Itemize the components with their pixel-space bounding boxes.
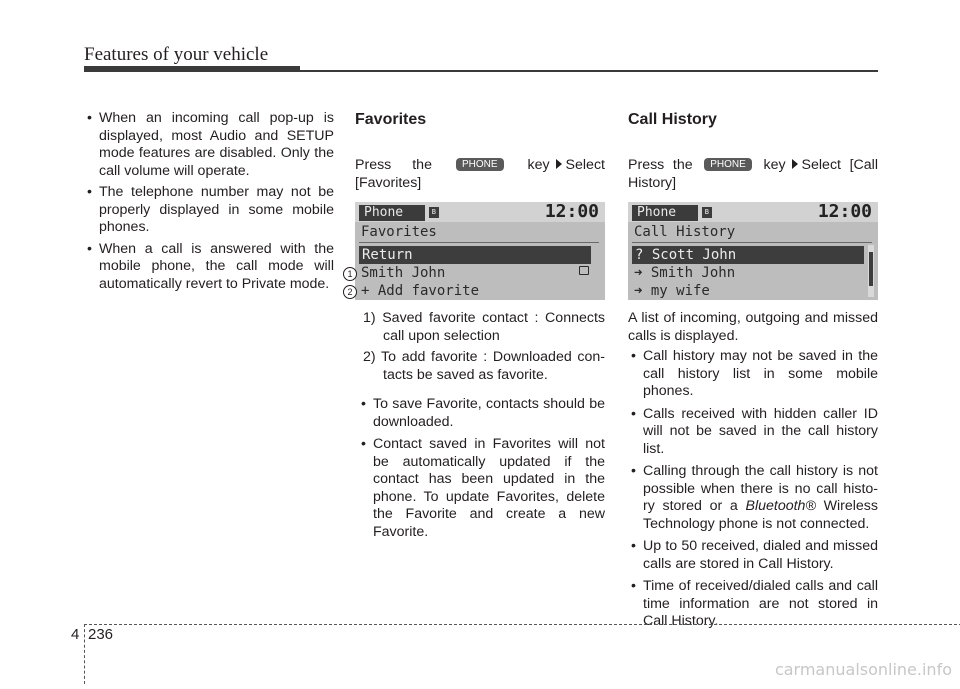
- call-history-intro: A list of incoming, outgoing and missed calls is displayed.: [628, 310, 878, 344]
- list-item: • Up to 50 received, dialed and missed calls are stored in Call History.: [628, 538, 878, 573]
- page-header-title: Features of your vehicle: [84, 44, 269, 65]
- phone-tab: Phone: [359, 205, 425, 221]
- footer-divider: [84, 624, 85, 684]
- list-item: • Contact saved in Favorites will not be automatically updated if the contact has been updated in the phone. To update Favorites, delete the Favorite and create a new Favorite.: [355, 436, 605, 541]
- phone-key-badge: PHONE: [704, 158, 752, 171]
- favorites-instruction: Press the PHONE key Select [Favorites]: [355, 157, 605, 191]
- bluetooth-icon: ʙ: [429, 207, 439, 218]
- list-item: • Calls received with hidden caller ID will not be saved in the call history list.: [628, 406, 878, 459]
- call-history-item[interactable]: ➜ my wife: [634, 283, 710, 299]
- list-item: • To save Favorite, contacts should be downloaded.: [355, 396, 605, 431]
- column-1: [84, 110, 334, 297]
- list-item: • The telephone number may not be properly displayed in some mobile phones.: [84, 184, 334, 237]
- phone-key-badge: PHONE: [456, 158, 504, 171]
- list-item: • Call history may not be saved in the call history list in some mobile phones.: [628, 348, 878, 401]
- chapter-number: 4: [71, 626, 80, 643]
- call-history-item[interactable]: ? Scott John: [632, 246, 864, 264]
- divider: [632, 242, 872, 243]
- callout-1: 1: [343, 267, 357, 281]
- arrow-right-icon: [556, 159, 562, 169]
- message-icon: [579, 266, 589, 275]
- favorite-contact-item[interactable]: Smith John: [361, 265, 446, 281]
- header-bar: [84, 66, 300, 72]
- list-item: • When a call is answered with the mobile phone, the call mode will automatically revert to Private mode.: [84, 241, 334, 294]
- return-item[interactable]: Return: [359, 246, 591, 264]
- list-item: 1) Saved favorite contact : Connects call upon selection: [363, 310, 605, 344]
- call-history-bullets: [628, 348, 878, 631]
- screen-subtitle: Favorites: [361, 224, 437, 240]
- header-rule: [300, 70, 878, 72]
- list-item: • When an incoming call pop-up is displayed, most Audio and SETUP mode features are disabled. Only the call volume will operate.: [84, 110, 334, 180]
- footer-rule: [84, 624, 960, 625]
- scrollbar-thumb[interactable]: [869, 252, 873, 286]
- phone-tab: Phone: [632, 205, 698, 221]
- column-1-bullets: [84, 110, 334, 293]
- favorites-section: [347, 110, 605, 546]
- bluetooth-brand: Bluetooth®: [745, 498, 816, 514]
- arrow-right-icon: [792, 159, 798, 169]
- favorites-numbered-list: [355, 310, 605, 384]
- call-history-heading: Call History: [628, 111, 717, 128]
- add-favorite-item[interactable]: + Add favorite: [361, 283, 480, 299]
- watermark: carmanualsonline.info: [774, 660, 952, 679]
- divider: [359, 242, 599, 243]
- bluetooth-icon: ʙ: [702, 207, 712, 218]
- page-number: 236: [88, 626, 114, 643]
- clock: 12:00: [817, 201, 872, 222]
- list-item: • Time of received/dialed calls and call time information are not stored in Call History.: [628, 578, 878, 631]
- list-item: 2) To add favorite : Downloaded con- tacts be saved as favorite.: [363, 349, 605, 383]
- callout-2: 2: [343, 285, 357, 299]
- call-history-instruction: Press the PHONE key Select [Call History]: [628, 157, 878, 191]
- favorites-bullets: [355, 396, 605, 541]
- call-history-screen: [628, 202, 878, 300]
- call-history-item[interactable]: ➜ Smith John: [634, 265, 736, 281]
- favorites-screen: [347, 201, 605, 300]
- screen-subtitle: Call History: [634, 224, 736, 240]
- clock: 12:00: [544, 201, 599, 222]
- call-history-section: [628, 110, 878, 636]
- list-item: • Calling through the call history is not possible when there is no call histo- ry stored or a Bluetooth® Wireless Technology phone is not connected.: [628, 463, 878, 533]
- favorites-heading: Favorites: [355, 111, 427, 128]
